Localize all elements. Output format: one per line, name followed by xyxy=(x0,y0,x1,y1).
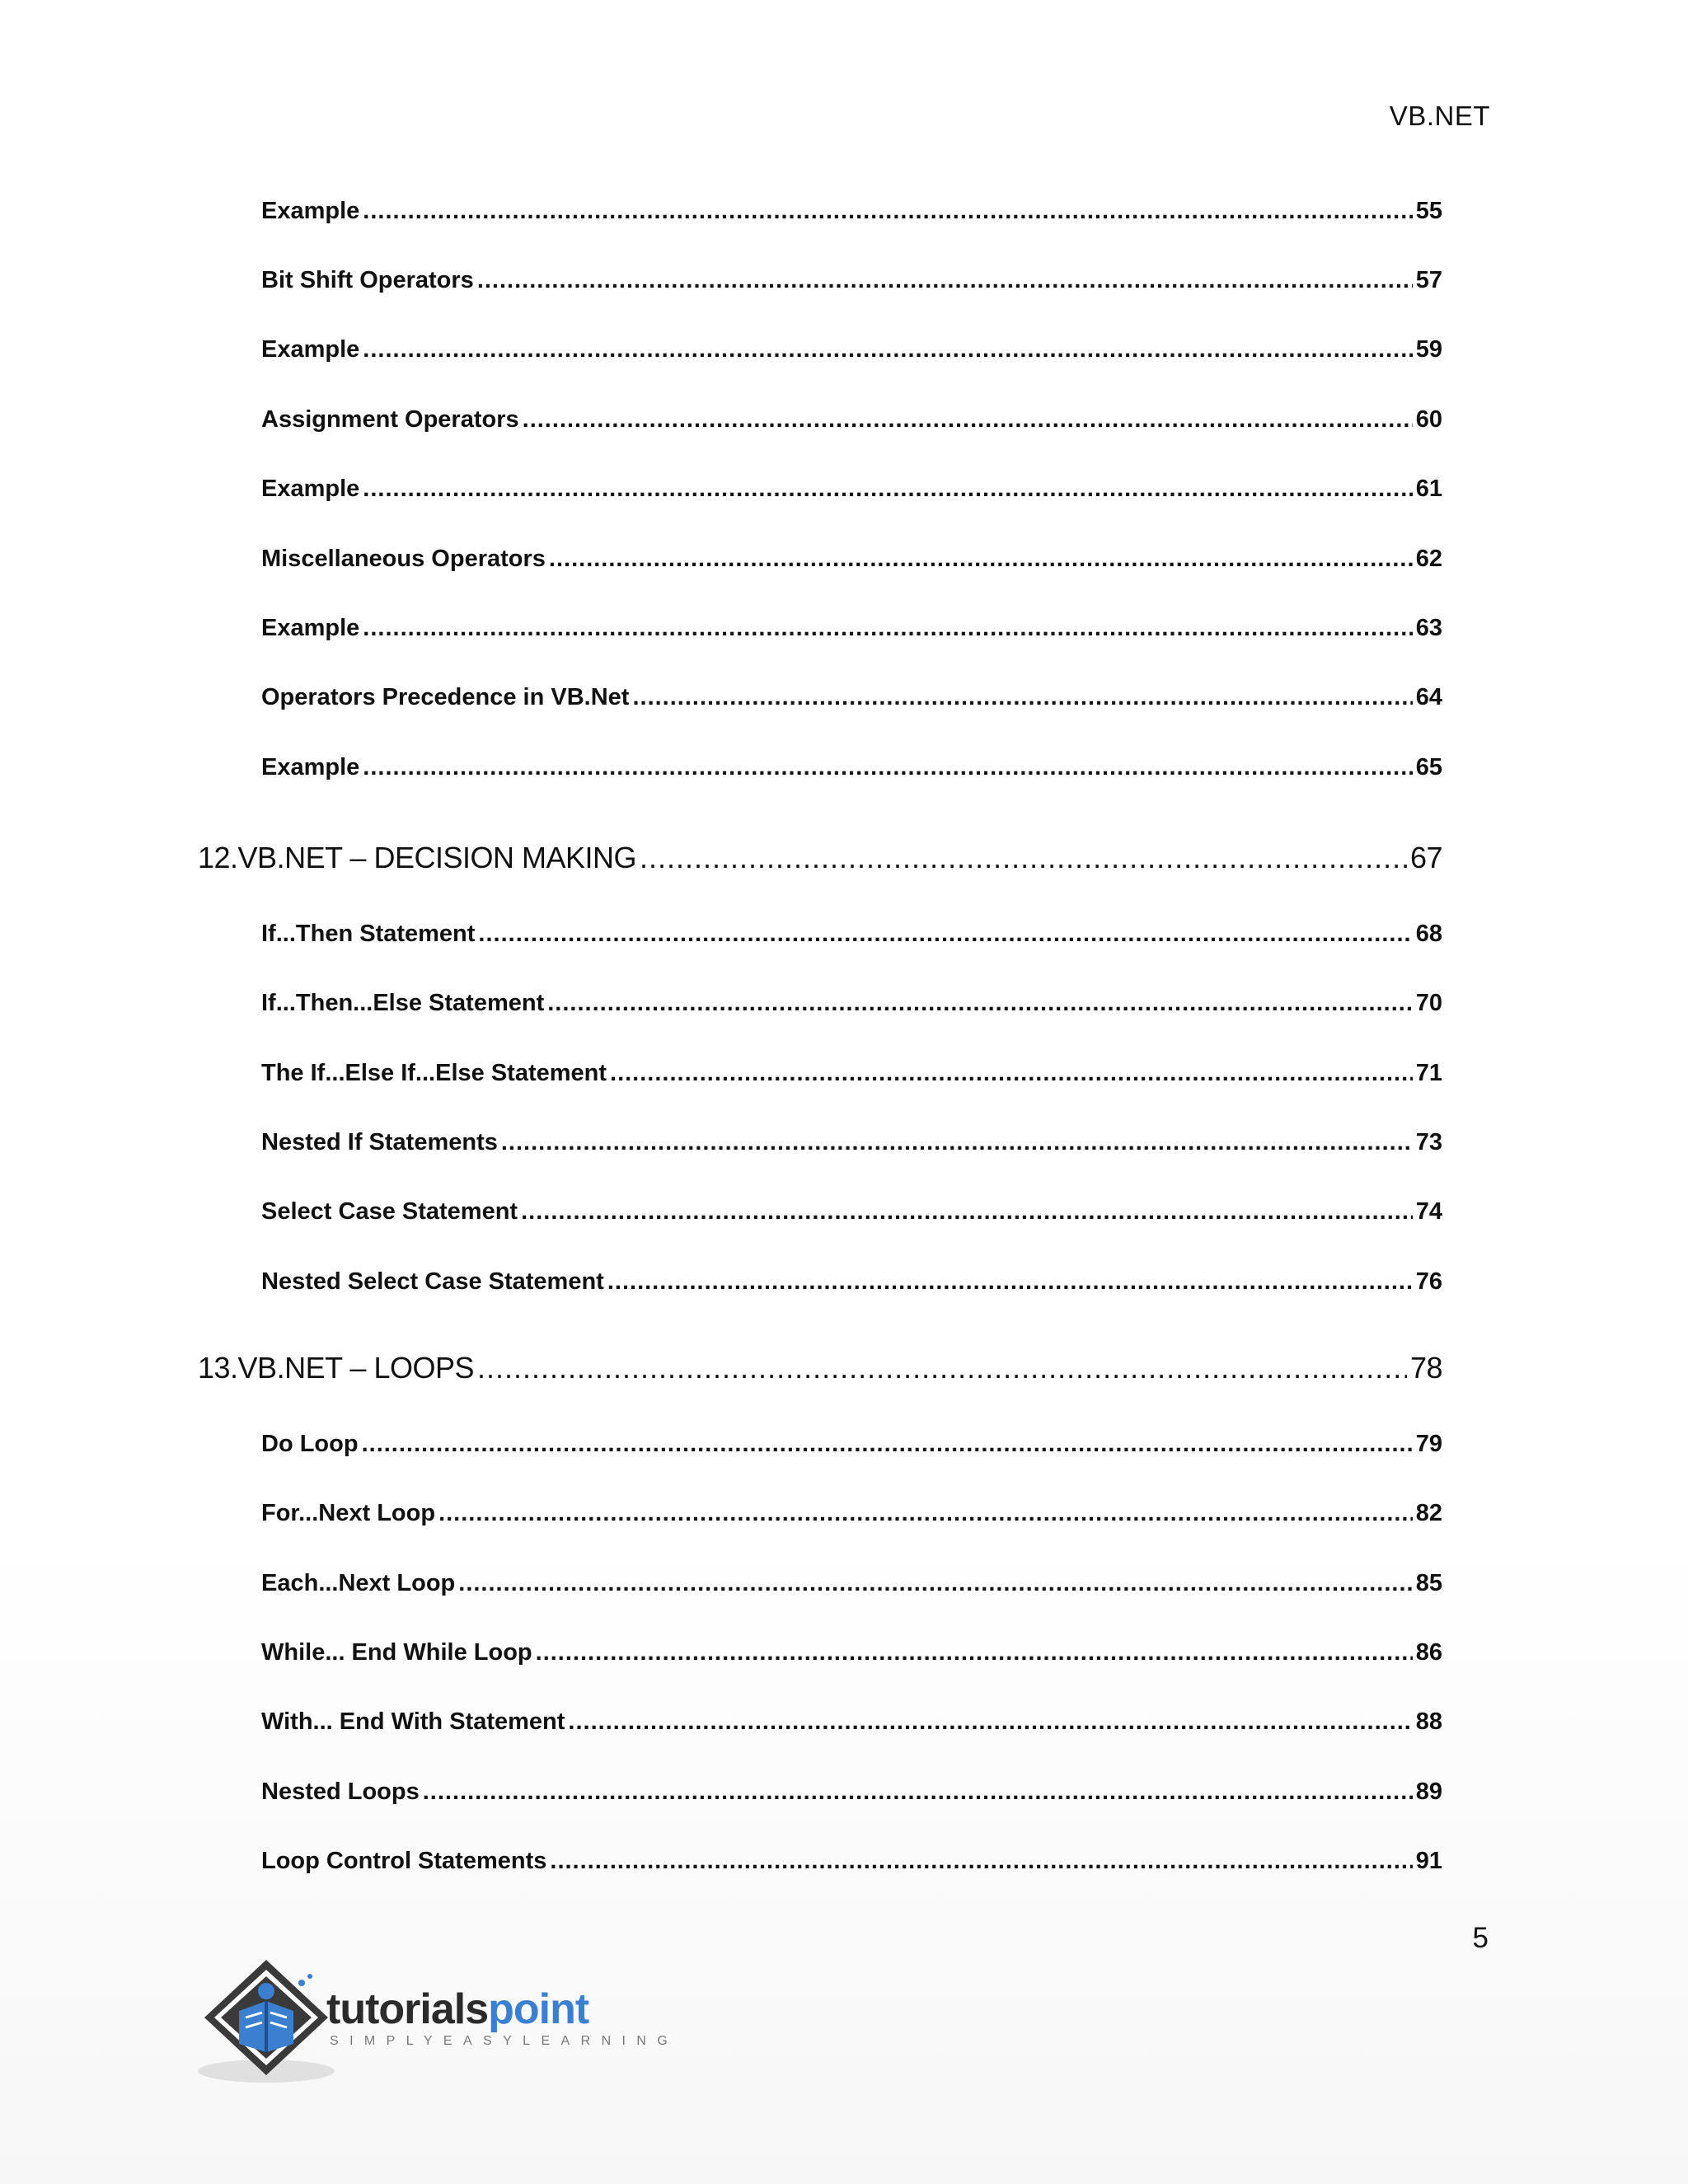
dot-leader xyxy=(501,1129,1413,1156)
dot-leader xyxy=(362,1431,1413,1458)
toc-entry[interactable] xyxy=(198,1060,1442,1087)
toc-entry[interactable] xyxy=(198,1431,1442,1458)
toc-entry[interactable] xyxy=(198,1268,1442,1296)
toc-entry-page: 70 xyxy=(1415,990,1442,1016)
dot-leader xyxy=(523,406,1413,434)
dot-leader xyxy=(438,1500,1413,1527)
toc-entry-label: Do Loop xyxy=(261,1431,359,1457)
tutorialspoint-logo-icon xyxy=(196,1952,336,2088)
toc-entry[interactable] xyxy=(198,684,1442,711)
toc-entry[interactable] xyxy=(198,1779,1442,1806)
logo-word-tutorials: tutorials xyxy=(326,1985,489,2033)
toc-entry-label: While... End While Loop xyxy=(261,1639,532,1666)
toc-entry-page: 85 xyxy=(1415,1570,1442,1596)
dot-leader xyxy=(547,990,1412,1017)
logo-wordmark xyxy=(326,1985,588,2034)
toc-entry-label: Example xyxy=(261,615,360,641)
chapter-number: 13. xyxy=(198,1351,238,1385)
toc-entry-page: 86 xyxy=(1415,1639,1442,1666)
dot-leader xyxy=(477,267,1413,294)
toc-entry[interactable] xyxy=(198,198,1442,225)
toc-entry[interactable] xyxy=(198,1639,1442,1666)
toc-entry-page: 64 xyxy=(1415,684,1442,710)
toc-entry[interactable] xyxy=(198,267,1442,294)
toc-entry-page: 65 xyxy=(1415,754,1442,780)
toc-entry[interactable] xyxy=(198,336,1442,363)
toc-entry-page: 60 xyxy=(1415,406,1442,433)
chapter-number: 12. xyxy=(198,841,238,874)
toc-entry-label: Loop Control Statements xyxy=(261,1848,547,1874)
logo-word-point: point xyxy=(488,1985,589,2033)
dot-leader xyxy=(477,1351,1407,1385)
toc-entry[interactable] xyxy=(198,1570,1442,1597)
dot-leader xyxy=(423,1779,1413,1806)
toc-entry-page: 68 xyxy=(1415,921,1442,947)
toc-entry-label: With... End With Statement xyxy=(261,1708,565,1735)
toc-entry-page: 71 xyxy=(1415,1060,1442,1086)
toc-entry[interactable] xyxy=(198,476,1442,503)
logo-tagline: SIMPLYEASYLEARNING xyxy=(330,2034,679,2048)
toc-entry[interactable] xyxy=(198,546,1442,573)
toc-entry-label: Assignment Operators xyxy=(261,406,519,433)
toc-entry-page: 89 xyxy=(1415,1779,1442,1805)
toc-entry-label: Example xyxy=(261,198,360,224)
dot-leader xyxy=(363,476,1412,503)
toc-entry[interactable] xyxy=(198,921,1442,948)
toc-entry-page: 61 xyxy=(1415,476,1442,502)
toc-entry-label: Example xyxy=(261,336,360,363)
page-number: 5 xyxy=(1472,1922,1489,1954)
dot-leader xyxy=(610,1060,1413,1087)
tutorialspoint-logo xyxy=(196,1952,679,2088)
chapter-page: 78 xyxy=(1409,1351,1442,1385)
toc-entry[interactable] xyxy=(198,1129,1442,1156)
toc-entry[interactable] xyxy=(198,615,1442,642)
toc-entry[interactable] xyxy=(198,1500,1442,1527)
toc-entry-label: Nested If Statements xyxy=(261,1129,498,1155)
toc-entry-page: 63 xyxy=(1415,615,1442,641)
dot-leader xyxy=(521,1198,1413,1226)
dot-leader xyxy=(363,754,1412,781)
toc-entry-label: Example xyxy=(261,476,360,502)
toc-entry-page: 91 xyxy=(1415,1848,1442,1874)
dot-leader xyxy=(458,1570,1412,1597)
dot-leader xyxy=(640,841,1407,875)
toc-entry-label: Miscellaneous Operators xyxy=(261,546,546,572)
toc-entry-label: Nested Loops xyxy=(261,1779,420,1805)
toc-entry[interactable] xyxy=(198,1198,1442,1226)
chapter-page: 67 xyxy=(1409,841,1442,874)
toc-entry-page: 57 xyxy=(1415,267,1442,293)
toc-entry[interactable] xyxy=(198,1848,1442,1875)
toc-entry-label: Example xyxy=(261,754,360,780)
toc-entry-page: 62 xyxy=(1415,546,1442,572)
chapter-title: VB.NET – DECISION MAKING xyxy=(237,841,636,874)
toc-entry-page: 74 xyxy=(1415,1198,1442,1225)
dot-leader xyxy=(363,615,1412,642)
toc-entry-label: If...Then Statement xyxy=(261,921,476,947)
dot-leader xyxy=(536,1639,1413,1666)
toc-entry-label: Each...Next Loop xyxy=(261,1570,456,1596)
chapter-title: VB.NET – LOOPS xyxy=(237,1351,474,1385)
toc-entry-label: The If...Else If...Else Statement xyxy=(261,1060,607,1086)
toc-entry-page: 55 xyxy=(1415,198,1442,224)
dot-leader xyxy=(363,198,1412,225)
toc-entry[interactable] xyxy=(198,406,1442,434)
toc-entry-page: 82 xyxy=(1415,1500,1442,1526)
toc-entry-label: Bit Shift Operators xyxy=(261,267,474,293)
toc-entry-page: 88 xyxy=(1415,1708,1442,1735)
toc-entry-label: Nested Select Case Statement xyxy=(261,1268,604,1295)
toc-entry[interactable] xyxy=(198,990,1442,1017)
dot-leader xyxy=(550,1848,1412,1875)
dot-leader xyxy=(549,546,1413,573)
toc-entry-label: If...Then...Else Statement xyxy=(261,990,545,1016)
toc-entry[interactable] xyxy=(198,1708,1442,1736)
toc-entry-page: 76 xyxy=(1415,1268,1442,1295)
toc-chapter-13[interactable] xyxy=(198,1351,1442,1385)
toc-entry-page: 79 xyxy=(1415,1431,1442,1457)
dot-leader xyxy=(568,1708,1412,1736)
dot-leader xyxy=(632,684,1412,711)
toc-entry-page: 73 xyxy=(1415,1129,1442,1155)
toc-entry-label: For...Next Loop xyxy=(261,1500,436,1526)
toc-entry[interactable] xyxy=(198,754,1442,781)
toc-entry-label: Select Case Statement xyxy=(261,1198,518,1225)
running-header: VB.NET xyxy=(1389,101,1490,131)
toc-entry-label: Operators Precedence in VB.Net xyxy=(261,684,630,710)
dot-leader xyxy=(607,1268,1413,1296)
toc-chapter-12[interactable] xyxy=(198,841,1442,875)
dot-leader xyxy=(478,921,1412,948)
dot-leader xyxy=(363,336,1412,363)
toc-entry-page: 59 xyxy=(1415,336,1442,363)
